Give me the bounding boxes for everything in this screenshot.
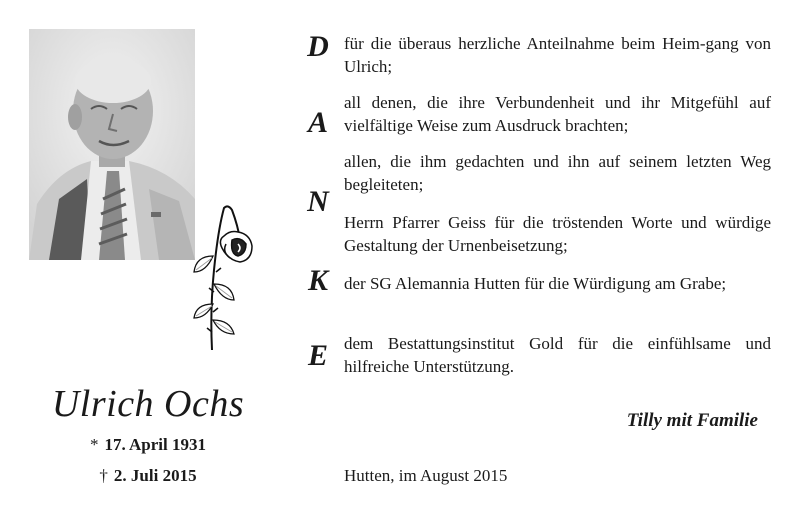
portrait-illustration bbox=[29, 29, 195, 260]
death-symbol: † bbox=[99, 466, 108, 485]
danke-letter-e: E bbox=[307, 339, 328, 372]
family-signoff: Tilly mit Familie bbox=[626, 410, 758, 431]
death-date: 2. Juli 2015 bbox=[113, 466, 197, 485]
danke-letter-n: N bbox=[307, 185, 329, 218]
danke-letter-d: D bbox=[307, 30, 329, 63]
death-date-line bbox=[0, 466, 296, 486]
thanks-paragraph-5: der SG Alemannia Hutten für die Würdigung am Grabe; bbox=[344, 274, 727, 293]
deceased-name: Ulrich Ochs bbox=[51, 383, 245, 425]
thanks-paragraph-2: all denen, die ihre Verbundenheit und ihr Mitgefühl auf vielfältige Weise zum Ausdruck brachten; bbox=[344, 93, 771, 135]
rose-ornament bbox=[188, 200, 254, 350]
birth-date-line bbox=[0, 435, 296, 455]
portrait-photo bbox=[29, 29, 195, 260]
birth-date: 17. April 1931 bbox=[104, 435, 207, 454]
thanks-paragraph-3: allen, die ihm gedachten und ihn auf seinem letzten Weg begleiteten; bbox=[344, 152, 771, 194]
thanks-paragraph-4: Herrn Pfarrer Geiss für die tröstenden Worte und würdige Gestaltung der Urnenbeisetzung; bbox=[344, 213, 771, 255]
birth-symbol: * bbox=[89, 435, 99, 454]
danke-letter-a: A bbox=[307, 106, 328, 139]
danke-letter-k: K bbox=[307, 264, 328, 297]
place-and-date: Hutten, im August 2015 bbox=[344, 466, 508, 485]
thanks-paragraph-1: für die überaus herzliche Anteilnahme beim Heim-gang von Ulrich; bbox=[344, 34, 771, 76]
thanks-paragraph-6: dem Bestattungsinstitut Gold für die einfühlsame und hilfreiche Unterstützung. bbox=[344, 334, 771, 376]
